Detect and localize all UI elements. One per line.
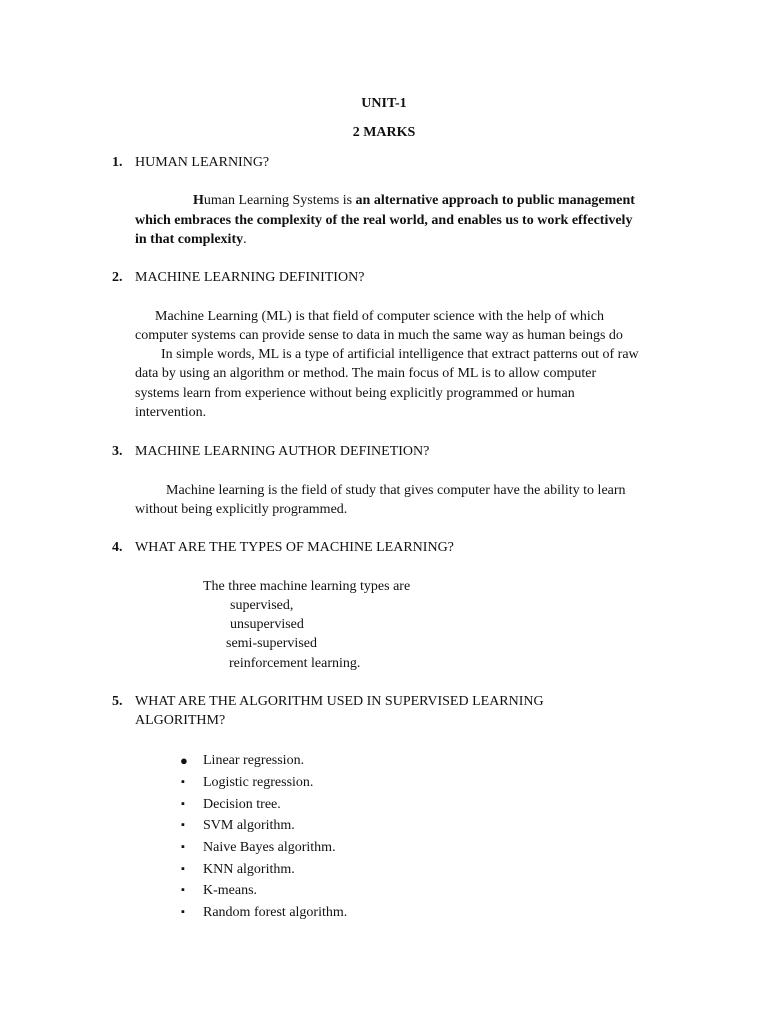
type-item: supervised,	[230, 598, 294, 613]
bullet-icon: ▪	[181, 884, 185, 896]
list-item: Naive Bayes algorithm.	[203, 840, 336, 855]
question-number: 3.	[112, 444, 123, 459]
answer-end: .	[243, 232, 247, 247]
answer-line: intervention.	[135, 405, 207, 420]
type-item: reinforcement learning.	[229, 656, 361, 671]
answer-line	[135, 211, 632, 231]
bullet-icon: ●	[180, 753, 188, 768]
bullet-icon: ▪	[181, 841, 185, 853]
type-item: semi-supervised	[226, 636, 317, 651]
question-title: WHAT ARE THE TYPES OF MACHINE LEARNING?	[135, 540, 454, 555]
list-item: KNN algorithm.	[203, 862, 295, 877]
answer-bold: which embraces the complexity of the real world, and enables us to work effectively	[135, 213, 633, 228]
list-item: SVM algorithm.	[203, 818, 295, 833]
bullet-icon: ▪	[181, 906, 185, 918]
answer-line: without being explicitly programmed.	[135, 502, 348, 517]
list-item: Linear regression.	[203, 753, 305, 768]
answer-bold: in that complexity	[135, 232, 244, 247]
marks-heading: 2 MARKS	[352, 125, 416, 140]
list-item: Random forest algorithm.	[203, 905, 348, 920]
question-number: 1.	[112, 155, 123, 170]
type-item: unsupervised	[230, 617, 304, 632]
question-title-continued: ALGORITHM?	[135, 713, 226, 728]
list-item: Logistic regression.	[203, 775, 314, 790]
answer-line: Machine learning is the field of study that gives computer have the ability to learn	[166, 483, 626, 498]
list-item: Decision tree.	[203, 797, 281, 812]
question-title: MACHINE LEARNING DEFINITION?	[135, 270, 365, 285]
question-title: MACHINE LEARNING AUTHOR DEFINETION?	[135, 444, 430, 459]
question-title: HUMAN LEARNING?	[135, 155, 270, 170]
bullet-icon: ▪	[181, 776, 185, 788]
question-number: 5.	[112, 694, 123, 709]
answer-line	[135, 230, 247, 250]
bullet-icon: ▪	[181, 819, 185, 831]
question-number: 2.	[112, 270, 123, 285]
question-title: WHAT ARE THE ALGORITHM USED IN SUPERVISED LEARNING	[135, 694, 544, 709]
bullet-icon: ▪	[181, 863, 185, 875]
answer-line	[193, 191, 635, 211]
unit-title: UNIT-1	[361, 96, 407, 111]
answer-line: systems learn from experience without being explicitly programmed or human	[135, 386, 575, 401]
answer-line: Machine Learning (ML) is that field of computer science with the help of which	[155, 309, 605, 324]
types-intro: The three machine learning types are	[203, 579, 411, 594]
drop-cap: H	[193, 193, 204, 208]
answer-lead: uman Learning Systems is	[203, 193, 356, 208]
list-item: K-means.	[203, 883, 258, 898]
bullet-icon: ▪	[181, 798, 185, 810]
answer-line: computer systems can provide sense to data in much the same way as human beings do	[135, 328, 623, 343]
answer-line: In simple words, ML is a type of artificial intelligence that extract patterns out of raw	[161, 347, 639, 362]
answer-bold: an alternative approach to public management	[355, 193, 635, 208]
answer-line: data by using an algorithm or method. The main focus of ML is to allow computer	[135, 366, 597, 381]
question-number: 4.	[112, 540, 123, 555]
